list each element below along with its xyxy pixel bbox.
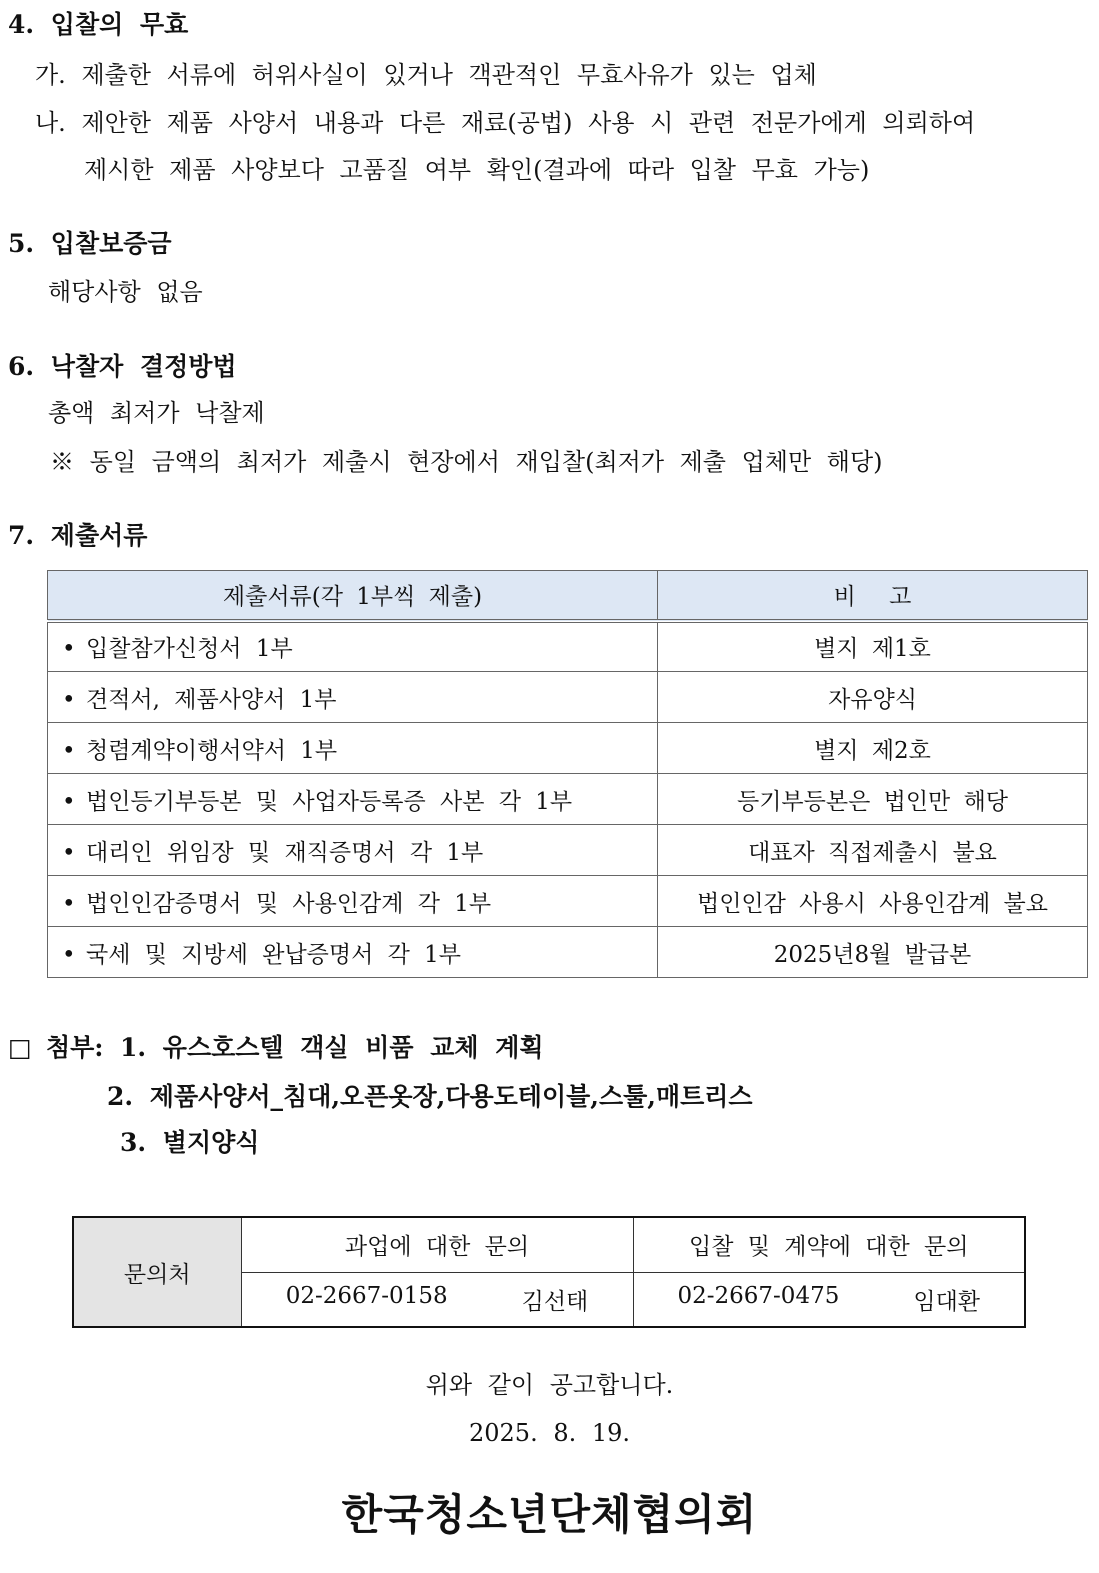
document-cell	[48, 774, 658, 825]
section-5-title: 5. 입찰보증금	[8, 229, 172, 258]
checkbox-icon: □	[8, 1033, 32, 1062]
note-cell: 2025년8월 발급본	[658, 927, 1088, 978]
document-cell	[48, 621, 658, 672]
document-name: 국세 및 지방세 완납증명서 각 1부	[86, 941, 462, 968]
header-remarks: 비 고	[658, 571, 1088, 621]
document-cell	[48, 927, 658, 978]
table-row	[48, 723, 1088, 774]
document-name: 청렴계약이행서약서 1부	[86, 737, 338, 764]
bullet: •	[62, 788, 76, 815]
contact-table	[72, 1216, 1026, 1328]
contact-heading-task: 과업에 대한 문의	[241, 1217, 633, 1272]
table-row	[48, 825, 1088, 876]
document-name: 대리인 위임장 및 재직증명서 각 1부	[86, 839, 484, 866]
document-cell	[48, 672, 658, 723]
section-5-body: 해당사항 없음	[48, 278, 203, 306]
attachment-item-2: 2. 제품사양서_침대,오픈옷장,다용도테이블,스툴,매트리스	[107, 1082, 753, 1111]
bullet: •	[62, 636, 76, 663]
table-row	[48, 774, 1088, 825]
document-cell	[48, 723, 658, 774]
document-name: 입찰참가신청서 1부	[86, 636, 293, 663]
bullet: •	[62, 839, 76, 866]
document-name: 법인등기부등본 및 사업자등록증 사본 각 1부	[86, 788, 573, 815]
contact-heading-row	[73, 1217, 1025, 1272]
document-name: 법인인감증명서 및 사용인감계 각 1부	[86, 890, 492, 917]
table-row	[48, 876, 1088, 927]
document-cell	[48, 825, 658, 876]
document-name: 견적서, 제품사양서 1부	[86, 686, 337, 713]
section-6-title: 6. 낙찰자 결정방법	[8, 352, 237, 381]
table-header-row	[48, 571, 1088, 621]
contact-name: 임대환	[913, 1288, 981, 1315]
section-6-note: ※ 동일 금액의 최저가 제출시 현장에서 재입찰(최저가 제출 업체만 해당)	[50, 448, 883, 476]
contact-name: 김선태	[521, 1288, 589, 1315]
note-cell: 등기부등본은 법인만 해당	[658, 774, 1088, 825]
organization-name: 한국청소년단체협의회	[341, 1490, 758, 1539]
contact-heading-bid: 입찰 및 계약에 대한 문의	[633, 1217, 1025, 1272]
contact-phone: 02-2667-0158	[285, 1282, 448, 1309]
note-cell: 대표자 직접제출시 불요	[658, 825, 1088, 876]
section-4-item-ga: 가. 제출한 서류에 허위사실이 있거나 객관적인 무효사유가 있는 업체	[35, 61, 817, 89]
document-cell	[48, 876, 658, 927]
contact-bid-cell	[633, 1272, 1025, 1327]
note-cell: 자유양식	[658, 672, 1088, 723]
bullet: •	[62, 737, 76, 764]
header-documents: 제출서류(각 1부씩 제출)	[48, 571, 658, 621]
contact-label: 문의처	[73, 1217, 241, 1327]
attachment-item-1: 1. 유스호스텔 객실 비품 교체 계획	[120, 1033, 544, 1062]
table-row	[48, 927, 1088, 978]
section-4-item-na-continued: 제시한 제품 사양보다 고품질 여부 확인(결과에 따라 입찰 무효 가능)	[84, 156, 870, 184]
closing-statement: 위와 같이 공고합니다.	[425, 1371, 674, 1399]
table-row	[48, 621, 1088, 672]
note-cell: 별지 제1호	[658, 621, 1088, 672]
bullet: •	[62, 890, 76, 917]
note-cell: 법인인감 사용시 사용인감계 불요	[658, 876, 1088, 927]
attachments-label: 첨부:	[46, 1033, 104, 1062]
section-4-title: 4. 입찰의 무효	[8, 10, 189, 39]
section-7-title: 7. 제출서류	[8, 521, 148, 550]
contact-phone: 02-2667-0475	[677, 1282, 840, 1309]
section-4-item-na: 나. 제안한 제품 사양서 내용과 다른 재료(공법) 사용 시 관련 전문가에게 의뢰하여	[35, 109, 976, 137]
note-cell: 별지 제2호	[658, 723, 1088, 774]
bullet: •	[62, 686, 76, 713]
contact-task-cell	[241, 1272, 633, 1327]
announcement-date: 2025. 8. 19.	[468, 1419, 631, 1447]
attachment-item-3: 3. 별지양식	[120, 1128, 260, 1157]
bullet: •	[62, 941, 76, 968]
table-row	[48, 672, 1088, 723]
submission-documents-table	[47, 570, 1088, 978]
section-6-body: 총액 최저가 낙찰제	[48, 399, 265, 427]
